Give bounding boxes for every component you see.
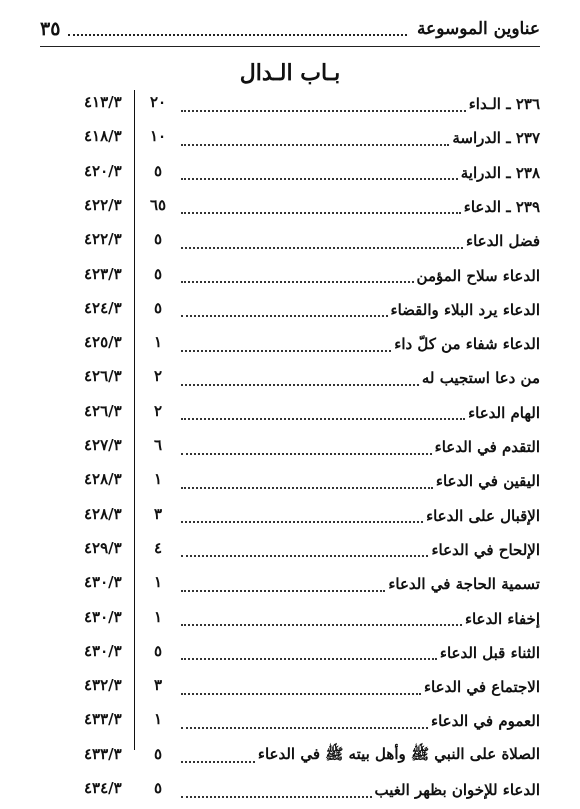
- leader-dots: [181, 623, 462, 626]
- subtopic-title: التقدم في الدعاء: [434, 438, 540, 456]
- entry-title-with-leader: [178, 504, 540, 528]
- leader-dots: [181, 589, 385, 592]
- reference-volume-page: ٤٣٣/٣: [84, 744, 122, 763]
- entry-title-with-leader: [178, 469, 540, 493]
- hadith-count: ٢: [153, 367, 163, 386]
- reference-volume-page: ٤٢٦/٣: [84, 401, 122, 420]
- entry-title-with-leader: [178, 264, 540, 288]
- subtopic-title: الثناء قبل الدعاء: [439, 643, 540, 662]
- reference-volume-page: ٤٣٠/٣: [84, 573, 122, 592]
- hadith-count: ٢: [153, 401, 163, 420]
- entry-title-with-leader: [178, 126, 540, 150]
- index-row: [0, 227, 580, 255]
- index-row: [0, 742, 580, 770]
- entry-title-with-leader: [178, 709, 540, 733]
- hadith-count: ١٠: [149, 127, 167, 146]
- leader-dots: [181, 314, 388, 317]
- subtopic-title: اليقين في الدعاء: [435, 472, 540, 491]
- index-row: [0, 570, 580, 598]
- subtopic-title: الدعاء للإخوان بظهر الغيب: [374, 781, 540, 799]
- hadith-count: ٥: [153, 744, 163, 763]
- entry-title-with-leader: [178, 538, 540, 562]
- entry-title-with-leader: [178, 366, 540, 390]
- leader-dots: [181, 383, 419, 386]
- reference-volume-page: ٤٢٤/٣: [84, 298, 122, 317]
- subtopic-title: الدعاء سلاح المؤمن: [416, 266, 540, 285]
- index-row: [0, 330, 580, 358]
- hadith-count: ١: [153, 710, 163, 729]
- hadith-count: ٥: [153, 779, 163, 797]
- entry-title-with-leader: [178, 435, 540, 459]
- leader-dots: [181, 280, 414, 283]
- reference-volume-page: ٤٣٣/٣: [84, 710, 122, 729]
- reference-volume-page: ٤٢٠/٣: [84, 161, 122, 180]
- hadith-count: ٥: [153, 298, 163, 317]
- reference-volume-page: ٤٣٠/٣: [84, 607, 122, 626]
- hadith-count: ٥: [153, 161, 163, 180]
- index-row: [0, 90, 580, 118]
- entry-title-with-leader: [178, 641, 540, 665]
- entry-title-with-leader: [178, 161, 540, 185]
- hadith-count: ١: [153, 470, 163, 489]
- index-row: [0, 639, 580, 667]
- reference-volume-page: ٤٣٤/٣: [84, 779, 122, 797]
- leader-dots: [181, 211, 461, 214]
- subtopic-title: الاجتماع في الدعاء: [423, 678, 540, 697]
- leader-dots: [181, 760, 255, 763]
- index-row: [0, 605, 580, 633]
- index-row: [0, 707, 580, 735]
- entry-title-with-leader: [178, 572, 540, 596]
- leader-dots: [181, 520, 423, 523]
- hadith-count: ٦: [153, 436, 163, 454]
- topic-title: ٢٣٨ ـ الدراية: [460, 163, 540, 182]
- entry-title-with-leader: [178, 195, 540, 219]
- chapter-title: بـاب الـدال: [239, 60, 341, 86]
- reference-volume-page: ٤٢٨/٣: [84, 470, 122, 489]
- entry-title-with-leader: [178, 229, 540, 253]
- index-row: [0, 399, 580, 427]
- subtopic-title: الصلاة على النبي ﷺ وأهل بيته ﷺ في الدعاء: [257, 744, 540, 763]
- entry-title-with-leader: [178, 92, 540, 116]
- hadith-count: ٦٥: [149, 195, 167, 214]
- index-row: [0, 776, 580, 804]
- subtopic-title: الدعاء يرد البلاء والقضاء: [390, 300, 540, 319]
- reference-volume-page: ٤٢٣/٣: [84, 264, 122, 283]
- subtopic-title: الإقبال على الدعاء: [426, 506, 540, 525]
- hadith-count: ٥: [153, 230, 163, 249]
- leader-dots: [181, 692, 421, 695]
- hadith-count: ٥: [153, 264, 163, 283]
- reference-volume-page: ٤٢٩/٣: [84, 538, 122, 557]
- subtopic-title: إخفاء الدعاء: [464, 609, 540, 628]
- leader-dots: [181, 177, 458, 180]
- leader-dots: [181, 657, 437, 660]
- leader-dots: [181, 486, 433, 489]
- topic-title: ٢٣٦ ـ الـداء: [468, 95, 540, 113]
- header-title: عناوين الموسوعة: [416, 19, 540, 39]
- header-rule: [40, 46, 540, 47]
- leader-dots: [181, 795, 372, 798]
- topic-title: ٢٣٧ ـ الدراسة: [452, 129, 540, 148]
- hadith-count: ١: [153, 333, 163, 352]
- subtopic-title: تسمية الحاجة في الدعاء: [388, 575, 540, 594]
- index-row: [0, 296, 580, 324]
- entry-title-with-leader: [178, 332, 540, 356]
- reference-volume-page: ٤٢٧/٣: [84, 436, 122, 454]
- reference-volume-page: ٤٢٢/٣: [84, 230, 122, 249]
- reference-volume-page: ٤٢٥/٣: [84, 333, 122, 352]
- index-row: [0, 536, 580, 564]
- index-row: [0, 262, 580, 290]
- topic-title: ٢٣٩ ـ الدعاء: [463, 197, 540, 216]
- subtopic-title: العموم في الدعاء: [431, 712, 540, 731]
- leader-dots: [181, 143, 449, 146]
- leader-dots: [181, 109, 466, 112]
- leader-dots: [181, 726, 428, 729]
- subtopic-title: الهام الدعاء: [468, 403, 540, 422]
- subtopic-title: الدعاء شفاء من كلّ داء: [394, 335, 540, 354]
- reference-volume-page: ٤١٣/٣: [84, 93, 122, 111]
- hadith-count: ٥: [153, 641, 163, 660]
- entry-title-with-leader: [178, 298, 540, 322]
- index-row: [0, 467, 580, 495]
- entry-title-with-leader: [178, 778, 540, 802]
- index-row: [0, 193, 580, 221]
- index-row: [0, 433, 580, 461]
- header-leader-dots: [68, 33, 407, 36]
- leader-dots: [181, 554, 428, 557]
- running-header: [40, 14, 540, 44]
- hadith-count: ٣: [153, 676, 163, 695]
- reference-volume-page: ٤٢٢/٣: [84, 195, 122, 214]
- reference-volume-page: ٤٢٨/٣: [84, 504, 122, 523]
- index-row: [0, 502, 580, 530]
- entry-title-with-leader: [178, 675, 540, 699]
- page-number: ٣٥: [40, 18, 61, 40]
- index-row: [0, 159, 580, 187]
- leader-dots: [181, 246, 463, 249]
- index-row: [0, 124, 580, 152]
- entry-title-with-leader: [178, 744, 540, 768]
- hadith-count: ٣: [153, 504, 163, 523]
- subtopic-title: الإلحاح في الدعاء: [431, 540, 540, 559]
- index-row: [0, 673, 580, 701]
- entry-title-with-leader: [178, 607, 540, 631]
- index-row: [0, 364, 580, 392]
- reference-volume-page: ٤٢٦/٣: [84, 367, 122, 386]
- subtopic-title: من دعا استجيب له: [421, 369, 540, 388]
- hadith-count: ١: [153, 573, 163, 592]
- entry-title-with-leader: [178, 401, 540, 425]
- leader-dots: [181, 452, 432, 455]
- reference-volume-page: ٤١٨/٣: [84, 127, 122, 146]
- hadith-count: ٢٠: [149, 93, 167, 111]
- leader-dots: [181, 349, 391, 352]
- hadith-count: ٤: [153, 538, 163, 557]
- hadith-count: ١: [153, 607, 163, 626]
- reference-volume-page: ٤٣٠/٣: [84, 641, 122, 660]
- subtopic-title: فضل الدعاء: [466, 232, 540, 251]
- leader-dots: [181, 417, 465, 420]
- reference-volume-page: ٤٣٢/٣: [84, 676, 122, 695]
